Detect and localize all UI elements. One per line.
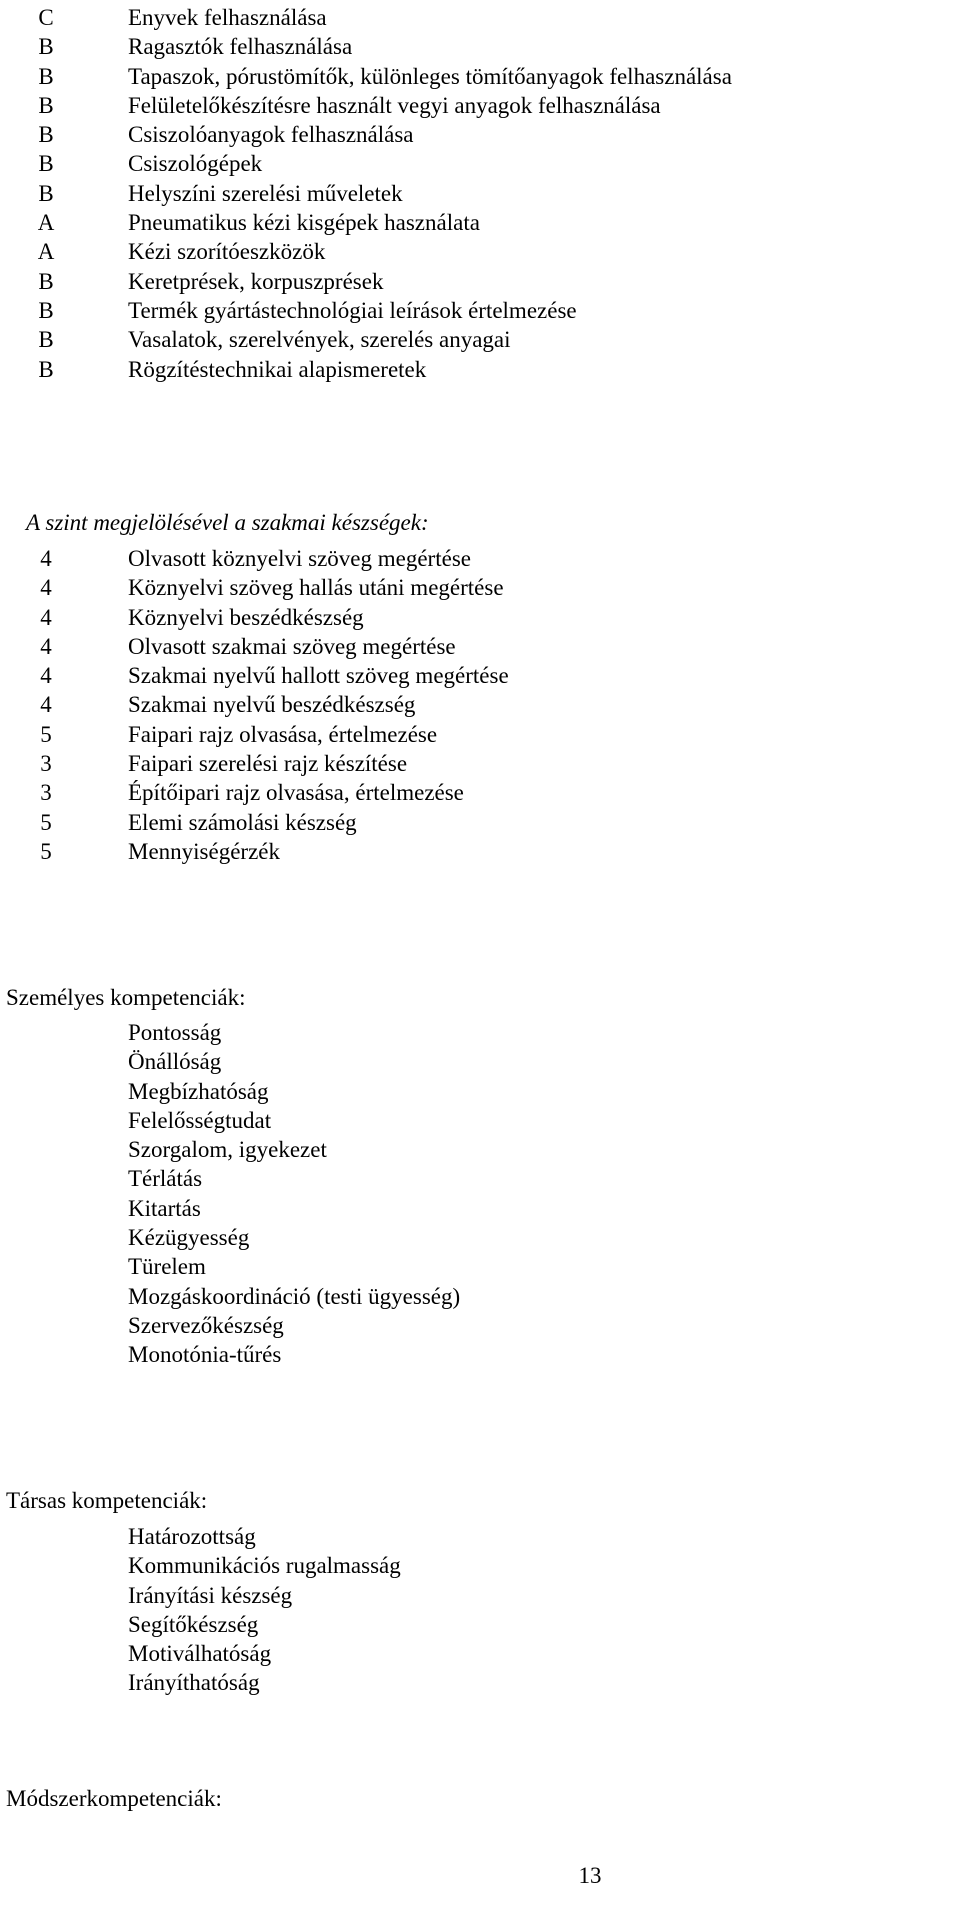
skill-label: Mennyiségérzék <box>128 838 280 864</box>
skill-label: Építőipari rajz olvasása, értelmezése <box>128 780 464 806</box>
level-code: A <box>37 210 55 236</box>
competency-label: Határozottság <box>128 1524 256 1549</box>
competency-label: Kézügyesség <box>128 1225 250 1251</box>
topic-label: Pneumatikus kézi kisgépek használata <box>128 210 480 236</box>
competency-label: Türelem <box>128 1254 206 1280</box>
topic-label: Felületelőkészítésre használt vegyi anyagok felhasználása <box>128 92 661 118</box>
skill-label: Szakmai nyelvű hallott szöveg megértése <box>128 663 509 689</box>
method-competencies-heading: Módszerkompetenciák: <box>6 1786 222 1811</box>
competency-label: Szorgalom, igyekezet <box>128 1137 327 1163</box>
skills-heading: A szint megjelölésével a szakmai készségek: <box>26 510 429 535</box>
level-code: B <box>38 92 54 118</box>
level-code: B <box>38 268 54 294</box>
level-code: B <box>38 151 54 177</box>
competency-label: Térlátás <box>128 1166 203 1192</box>
topic-label: Keretprések, korpuszprések <box>128 268 384 294</box>
skill-level: 3 <box>40 780 52 806</box>
topic-label: Ragasztók felhasználása <box>128 34 353 60</box>
topic-label: Termék gyártástechnológiai leírások értelmezése <box>128 297 577 323</box>
topic-label: Tapaszok, pórustömítők, különleges tömítőanyagok felhasználása <box>128 63 732 89</box>
level-code: B <box>38 356 54 382</box>
competency-label: Önállóság <box>128 1049 222 1075</box>
competency-label: Szervezőkészség <box>128 1312 284 1338</box>
topic-label: Enyvek felhasználása <box>128 5 327 30</box>
skill-level: 5 <box>40 809 52 835</box>
skill-label: Elemi számolási készség <box>128 809 357 835</box>
competency-label: Irányítási készség <box>128 1582 293 1608</box>
skill-label: Faipari szerelési rajz készítése <box>128 751 408 777</box>
skill-level: 4 <box>40 633 52 659</box>
competency-label: Mozgáskoordináció (testi ügyesség) <box>128 1283 461 1309</box>
topic-label: Csiszológépek <box>128 151 263 177</box>
level-code: B <box>38 122 54 148</box>
competency-label: Motiválhatóság <box>128 1641 272 1667</box>
level-code: B <box>38 63 54 89</box>
competency-label: Felelősségtudat <box>128 1107 272 1133</box>
topic-label: Vasalatok, szerelvények, szerelés anyagai <box>128 327 511 353</box>
topic-label: Csiszolóanyagok felhasználása <box>128 122 414 148</box>
skill-level: 4 <box>40 575 52 601</box>
skill-level: 3 <box>40 751 52 777</box>
competency-label: Kommunikációs rugalmasság <box>128 1553 401 1579</box>
level-code: B <box>38 327 54 353</box>
competency-label: Pontosság <box>128 1020 222 1045</box>
skill-label: Köznyelvi beszédkészség <box>128 604 364 630</box>
skill-level: 4 <box>40 604 52 630</box>
level-code: B <box>38 297 54 323</box>
skill-label: Faipari rajz olvasása, értelmezése <box>128 721 438 747</box>
skill-label: Szakmai nyelvű beszédkészség <box>128 692 416 718</box>
competency-label: Megbízhatóság <box>128 1078 269 1104</box>
competency-label: Monotónia-tűrés <box>128 1342 282 1368</box>
level-code: B <box>38 180 54 206</box>
skill-level: 5 <box>40 721 52 747</box>
competency-label: Kitartás <box>128 1195 201 1221</box>
personal-competencies-heading: Személyes kompetenciák: <box>6 985 246 1010</box>
level-code: A <box>37 239 55 265</box>
skill-label: Olvasott szakmai szöveg megértése <box>128 633 456 659</box>
competency-label: Segítőkészség <box>128 1611 259 1637</box>
skill-level: 5 <box>40 838 52 864</box>
skill-level: 4 <box>40 663 52 689</box>
social-competencies-heading: Társas kompetenciák: <box>6 1488 208 1513</box>
level-code: B <box>38 34 54 60</box>
skill-level: 4 <box>40 692 52 718</box>
skill-level: 4 <box>40 546 52 571</box>
topic-label: Rögzítéstechnikai alapismeretek <box>128 356 427 382</box>
competency-label: Irányíthatóság <box>128 1670 260 1696</box>
skill-label: Köznyelvi szöveg hallás utáni megértése <box>128 575 504 601</box>
topic-label: Helyszíni szerelési műveletek <box>128 180 403 206</box>
skill-label: Olvasott köznyelvi szöveg megértése <box>128 546 471 571</box>
page-number: 13 <box>578 1863 602 1888</box>
topic-label: Kézi szorítóeszközök <box>128 239 326 265</box>
level-code: C <box>38 5 54 30</box>
